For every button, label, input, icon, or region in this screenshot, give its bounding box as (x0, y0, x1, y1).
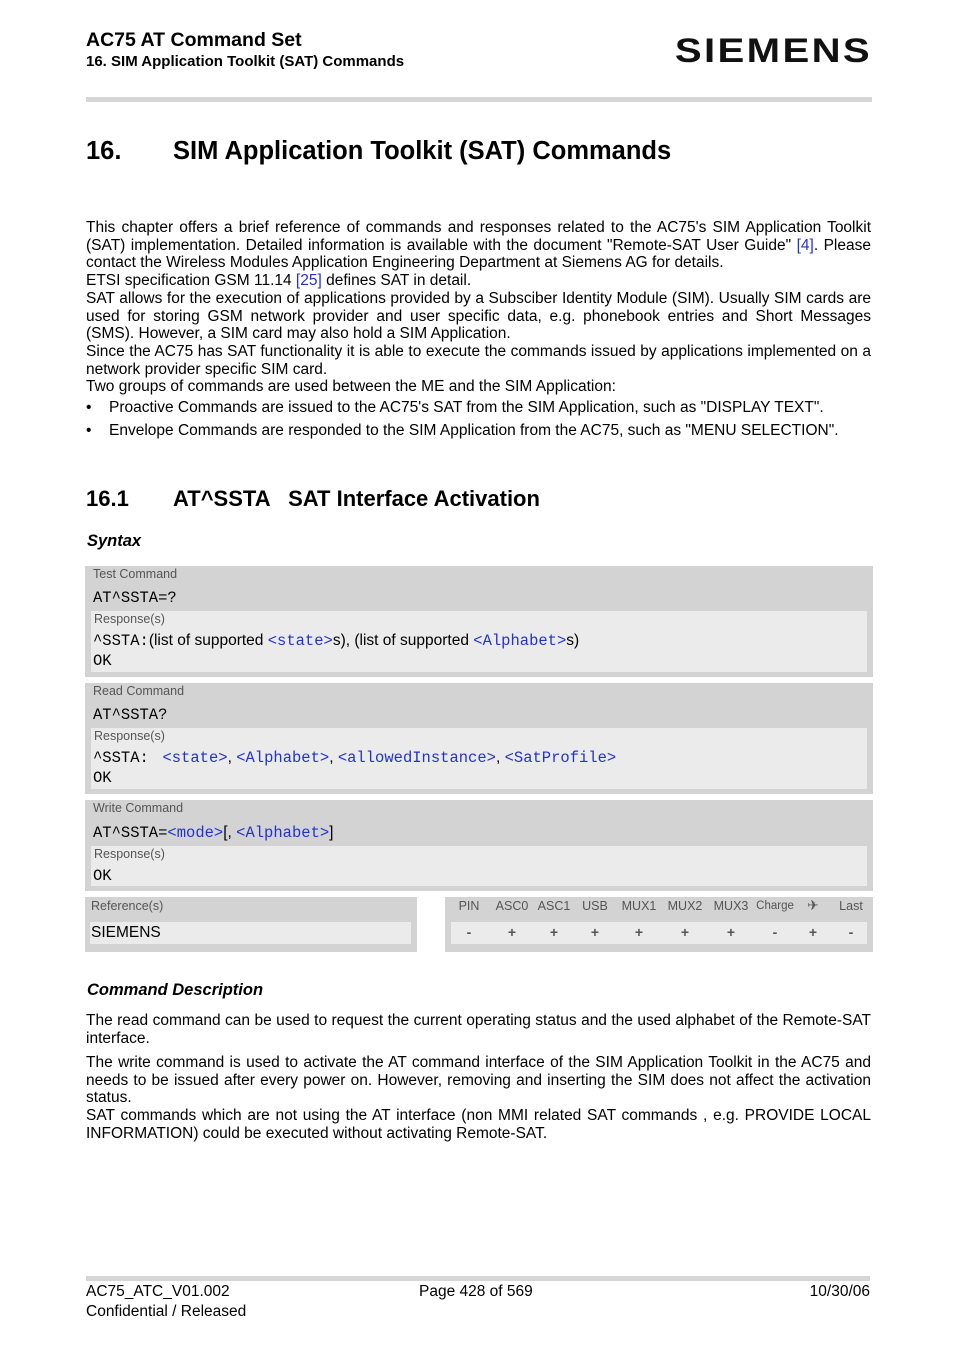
footer-date: 10/30/06 (809, 1283, 870, 1300)
flag-header-asc1: ASC1 (537, 899, 571, 913)
write-command-syntax (85, 819, 873, 846)
airplane-icon: ✈ (807, 897, 819, 913)
command-groups-list (86, 399, 871, 445)
subsection-title: AT^SSTA SAT Interface Activation (173, 486, 540, 511)
subsection-number: 16.1 (86, 486, 129, 511)
test-response-line (93, 630, 867, 652)
param-allowed-instance-link[interactable]: <allowedInstance> (337, 749, 496, 767)
interface-flags-box (445, 897, 873, 952)
intro-paragraph-4: Since the AC75 has SAT functionality it is able to execute the commands issued by applications implemented on a network provider specific SIM card. (86, 343, 871, 378)
read-response-line (93, 747, 867, 769)
intro-paragraph-1 (86, 219, 871, 272)
flag-value-pin: - (466, 924, 472, 940)
syntax-heading: Syntax (87, 532, 142, 550)
section-number: 16. (86, 137, 122, 165)
flag-value-mux3: + (726, 924, 736, 940)
response-text: (list of supported (148, 632, 268, 649)
reference-box (85, 897, 417, 952)
write-response-area (91, 846, 867, 886)
command-prefix: AT^SSTA= (93, 824, 168, 842)
param-sat-profile-link[interactable]: <SatProfile> (504, 749, 617, 767)
flag-value-usb: + (590, 924, 600, 940)
list-item: • Proactive Commands are issued to the AC75's SAT from the SIM Application, such as "DISPLAY TEXT". (86, 399, 871, 417)
test-response-area (91, 611, 867, 672)
separator: , (227, 749, 237, 766)
flag-header-last: Last (839, 899, 863, 913)
description-paragraph-2: The write command is used to activate the AT command interface of the SIM Application Toolkit in the AC75 and needs to be issued after every power on. However, removing and inserting the SIM does not affect the activation status. (86, 1054, 871, 1107)
flag-value-airplane: + (808, 924, 818, 940)
reference-link-25[interactable]: [25] (295, 272, 322, 289)
command-description-heading: Command Description (87, 981, 264, 999)
param-alphabet-link[interactable]: <Alphabet> (236, 824, 330, 842)
read-response-label: Response(s) (94, 729, 165, 743)
param-mode-link[interactable]: <mode> (167, 824, 224, 842)
flag-header-usb: USB (582, 899, 608, 913)
flag-value-charge: - (772, 924, 778, 940)
optional-close: ] (329, 824, 334, 841)
document-title: AC75 AT Command Set (86, 29, 302, 51)
footer-status: Confidential / Released (86, 1303, 247, 1320)
intro-text: ETSI specification GSM 11.14 (86, 272, 296, 289)
flag-header-mux1: MUX1 (621, 899, 657, 913)
flag-header-pin: PIN (458, 899, 480, 913)
response-text: s) (566, 632, 580, 649)
subsection-heading (86, 486, 540, 512)
intro-paragraph-3: SAT allows for the execution of applications provided by a Subsciber Identity Module (SIM). Usually SIM cards are used for storing GSM network provider and user specific data, e.g. phonebook entries and Short Messages (SMS). However, a SIM card may also hold a SIM Application. (86, 290, 871, 343)
write-response-label: Response(s) (94, 847, 165, 861)
test-command-syntax: AT^SSTA=? (93, 589, 177, 607)
response-prefix: ^SSTA: (93, 749, 159, 767)
optional-open: [, (223, 824, 237, 841)
write-command-block (85, 800, 873, 891)
description-paragraph-3: SAT commands which are not using the AT interface (non MMI related SAT commands , e.g. PROVIDE LOCAL INFORMATION) could be executed without activating Remote-SAT. (86, 1107, 871, 1142)
flag-header-asc0: ASC0 (495, 899, 529, 913)
response-prefix: ^SSTA: (93, 632, 149, 650)
flag-value-mux2: + (680, 924, 690, 940)
section-heading (86, 137, 671, 166)
param-alphabet-link[interactable]: <Alphabet> (473, 632, 567, 650)
reference-value: SIEMENS (90, 922, 411, 944)
separator: , (495, 749, 505, 766)
chapter-title: 16. SIM Application Toolkit (SAT) Commands (86, 53, 405, 70)
write-command-label: Write Command (93, 801, 184, 815)
description-paragraph-1: The read command can be used to request the current operating status and the used alphabet of the Remote-SAT interface. (86, 1012, 871, 1047)
read-command-syntax: AT^SSTA? (93, 706, 168, 724)
flag-value-last: - (848, 924, 854, 940)
footer-page-number: Page 428 of 569 (419, 1283, 533, 1300)
flag-header-mux3: MUX3 (713, 899, 749, 913)
test-command-block (85, 566, 873, 677)
test-response-label: Response(s) (94, 612, 165, 626)
header-divider (86, 97, 872, 102)
intro-text: . Please contact the Wireless Modules Application Engineering Department at Siemens AG for details. (86, 236, 871, 272)
section-title: SIM Application Toolkit (SAT) Commands (173, 137, 672, 165)
read-command-block (85, 683, 873, 794)
param-state-link[interactable]: <state> (267, 632, 333, 650)
flag-value-mux1: + (634, 924, 644, 940)
test-command-label: Test Command (93, 567, 178, 581)
flag-value-asc0: + (507, 924, 517, 940)
flag-header-mux2: MUX2 (667, 899, 703, 913)
intro-paragraph-2 (86, 272, 871, 290)
list-item: • Envelope Commands are responded to the SIM Application from the AC75, such as "MENU SELECTION". (86, 422, 871, 440)
flag-value-asc1: + (549, 924, 559, 940)
write-response-ok: OK (93, 867, 112, 885)
footer-divider (86, 1276, 870, 1281)
test-response-ok: OK (93, 652, 112, 670)
response-text: s), (list of supported (332, 632, 474, 649)
reference-label: Reference(s) (91, 899, 164, 913)
separator: , (329, 749, 338, 766)
param-alphabet-link[interactable]: <Alphabet> (236, 749, 330, 767)
flag-values-row (451, 922, 867, 944)
intro-text: This chapter offers a brief reference of commands and responses related to the AC75's SIM Application Toolkit (SAT) implementation. Detailed information is available with the document "Remote-SAT User Guide" (86, 219, 871, 254)
flag-header-charge: Charge (756, 900, 794, 912)
reference-link-4[interactable]: [4] (796, 236, 814, 254)
read-command-label: Read Command (93, 684, 185, 698)
footer-doc-id: AC75_ATC_V01.002 (86, 1283, 230, 1300)
intro-text: defines SAT in detail. (321, 272, 472, 289)
intro-paragraph-5: Two groups of commands are used between the ME and the SIM Application: (86, 378, 616, 395)
siemens-logo: SIEMENS (674, 32, 872, 70)
read-response-ok: OK (93, 769, 112, 787)
param-state-link[interactable]: <state> (162, 749, 228, 767)
read-response-area (91, 728, 867, 789)
